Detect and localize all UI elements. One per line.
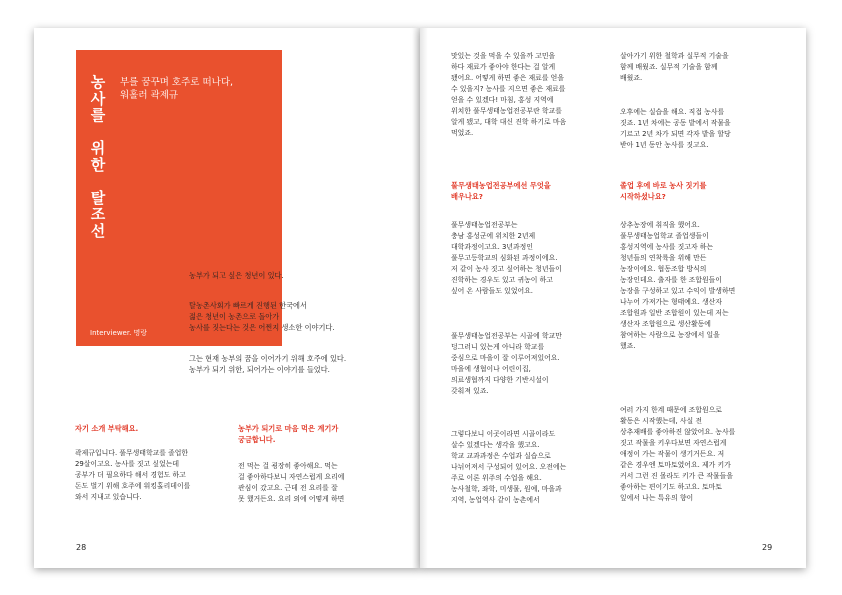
body-line: 좋아하는 편이기도 하고요. 토마토 <box>620 483 722 491</box>
body-line: 그렇다보니 이곳이라면 시골이라도 <box>451 430 556 438</box>
title-char <box>88 124 108 141</box>
body-line: 대학과정이고요. 3년과정인 <box>451 243 533 251</box>
body-line: 마을에 생협이나 어린이집, <box>451 365 531 373</box>
body-line: 청년들의 연착륙을 위해 만든 <box>620 254 707 262</box>
question-heading-after-graduation <box>620 180 706 202</box>
lead-paragraph-1 <box>189 300 335 333</box>
heading-line: 졸업 후에 바로 농사 짓기를 <box>620 181 707 190</box>
body-line: 공부가 더 필요하다 해서 경험도 하고 <box>75 471 186 479</box>
interviewer-credit: Interviewer. 명랑 <box>90 329 148 337</box>
vertical-title <box>88 74 108 239</box>
page-number-right: 29 <box>762 543 773 552</box>
body-line: 풀무생태농업전공부는 시골에 학교만 <box>451 332 562 340</box>
body-line: 받아 1년 동안 농사를 짓고요. <box>620 141 709 149</box>
title-char <box>88 173 108 190</box>
body-line: 곽제규입니다. 풀무생태학교를 졸업한 <box>75 449 189 457</box>
column-3-paragraph-3 <box>451 331 562 397</box>
column-3-paragraph-2 <box>451 220 562 297</box>
body-line: 알게 됐고, 대학 대신 진학 하기로 마음 <box>451 118 567 126</box>
body-line: 농장인데요. 출자를 한 조합원들이 <box>620 276 722 284</box>
body-line: 돈도 벌기 위해 호주에 워킹홀리데이를 <box>75 482 191 490</box>
body-line: 짓고 작물을 키우다보면 자연스럽게 <box>620 439 727 447</box>
body-line: 농장을 구성하고 있고 수익이 발생하면 <box>620 287 736 295</box>
subtitle-line: 부를 꿈꾸며 호주로 떠나다, <box>120 77 234 88</box>
body-line: 덩그러니 있는게 아니라 학교를 <box>451 343 545 351</box>
body-line: 수 있을지? 농사를 지으면 좋은 재료를 <box>451 85 566 93</box>
title-char: 조 <box>90 205 106 223</box>
subtitle-line: 워홀러 곽제규 <box>120 90 179 101</box>
column-4-paragraph-1 <box>620 51 729 84</box>
body-line: 살수 있겠다는 생각을 했고요. <box>451 441 540 449</box>
body-line: 살아가기 위한 철학과 실무적 기술을 <box>620 52 729 60</box>
body-line: 짓죠. 1년 차에는 공동 밭에서 작물을 <box>620 119 731 127</box>
lead-line-1 <box>189 270 284 281</box>
body-line: 저 같이 농사 짓고 싶어하는 청년들이 <box>451 265 562 273</box>
body-line: 생산자 조합원으로 생산활동에 <box>620 320 711 328</box>
body-line: 커서 그런 진 몰라도 키가 큰 작물들을 <box>620 472 733 480</box>
body-line: 애정이 가는 작물이 생기거든요. 저 <box>620 450 725 458</box>
lead-paragraph-2 <box>189 353 346 375</box>
body-line: 했죠. <box>620 342 636 350</box>
lead-text: 농부가 되기 위한, 되어가는 이야기를 들었다. <box>189 365 330 374</box>
body-line: 갖춰져 있죠. <box>451 387 489 395</box>
body-line: 관심이 갔고요. 근데 전 요리를 잘 <box>238 484 338 492</box>
body-line: 함께 배웠죠. 실무적 기술을 함께 <box>620 63 718 71</box>
body-line: 하다 재료가 좋아야 한다는 걸 알게 <box>451 63 556 71</box>
column-3-paragraph-1 <box>451 51 566 139</box>
body-line: 나누어 가져가는 형태예요. 생산자 <box>620 298 722 306</box>
body-line: 배웠죠. <box>620 74 643 82</box>
heading-line: 배우나요? <box>451 192 483 201</box>
lead-text: 탈농촌사회가 빠르게 진행된 한국에서 <box>189 301 307 310</box>
heading-line: 농부가 되기로 마음 먹은 계기가 <box>238 424 339 433</box>
question-heading-intro: 자기 소개 부탁해요. <box>75 424 139 433</box>
body-line: 풀무생태농업전공부는 <box>451 221 518 229</box>
lead-text: 농부가 되고 싶은 청년이 있다. <box>189 271 284 280</box>
body-line: 학교 교과과정은 수업과 실습으로 <box>451 452 551 460</box>
body-line: 주로 이론 위주의 수업을 해요. <box>451 474 542 482</box>
body-line: 걸 좋아하다보니 자연스럽게 요리에 <box>238 473 345 481</box>
body-line: 잎에서 나는 특유의 향이 <box>620 494 694 502</box>
title-char: 를 <box>90 106 106 124</box>
body-line: 조합원과 일반 조합원이 있는데 저는 <box>620 309 729 317</box>
question-heading-motivation <box>238 423 338 445</box>
body-line: 충남 홍성군에 위치한 2년제 <box>451 232 536 240</box>
column-4-paragraph-2 <box>620 107 731 151</box>
answer-intro <box>75 448 190 503</box>
column-3-paragraph-4 <box>451 429 566 506</box>
lead-text: 젊은 청년이 농촌으로 돌아가 <box>189 312 280 321</box>
title-char: 사 <box>90 89 106 108</box>
subtitle <box>120 76 233 102</box>
body-line: 풀무생태농업학교 졸업생들이 <box>620 232 709 240</box>
body-line: 됐어요. 어떻게 하면 좋은 재료를 얻을 <box>451 74 564 82</box>
body-line: 중심으로 마을이 잘 이루어져있어요. <box>451 354 560 362</box>
body-line: 싶어 온 사람들도 있었어요. <box>451 287 533 295</box>
body-line: 활동은 시작했는데, 사실 전 <box>620 417 702 425</box>
column-4-paragraph-4 <box>620 405 735 504</box>
body-line: 홍성지역에 농사를 짓고자 하는 <box>620 243 714 251</box>
title-char: 선 <box>90 221 106 240</box>
body-line: 먹었죠. <box>451 129 474 137</box>
body-line: 나뉘어져서 구성되어 있어요. 오전에는 <box>451 463 567 471</box>
answer-motivation <box>238 461 344 505</box>
body-line: 풀무고등학교의 심화된 과정이에요. <box>451 254 558 262</box>
body-line: 얻을 수 있겠다! 마침, 홍성 지역에 <box>451 96 554 104</box>
question-heading-school <box>451 180 551 202</box>
body-line: 위치한 풀무생태농업전공부란 학교를 <box>451 107 562 115</box>
body-line: 진학하는 경우도 있고 귀농이 하고 <box>451 276 553 284</box>
lead-text: 그는 현재 농부의 꿈을 이어가기 위해 호주에 있다. <box>189 354 347 363</box>
body-line: 기르고 2년 차가 되면 각자 밭을 할당 <box>620 130 731 138</box>
body-line: 못 했거든요. 요리 외에 어떻게 하면 <box>238 495 345 503</box>
body-line: 전 먹는 걸 굉장히 좋아해요. 먹는 <box>238 462 338 470</box>
body-line: 같은 경우엔 토마토였어요. 제가 키가 <box>620 461 731 469</box>
body-line: 농사철학, 좌학, 미생물, 원예, 마을과 <box>451 485 562 493</box>
body-line: 상추농장에 취직을 했어요. <box>620 221 700 229</box>
body-line: 오후에는 실습을 해요. 직접 농사를 <box>620 108 725 116</box>
title-char: 한 <box>90 155 106 174</box>
column-4-paragraph-3 <box>620 220 735 352</box>
page-number-left: 28 <box>76 543 87 552</box>
lead-text: 농사를 짓는다는 것은 어쩐지 생소한 이야기다. <box>189 323 335 332</box>
body-line: 의료생협까지 다양한 기반시설이 <box>451 376 549 384</box>
heading-line: 시작하셨나요? <box>620 192 666 201</box>
body-line: 상추재배를 좋아하진 않았어요. 농사를 <box>620 428 736 436</box>
body-line: 29살이고요. 농사를 짓고 싶었는데 <box>75 460 180 468</box>
title-char: 농 <box>90 73 106 91</box>
heading-line: 풀무생태농업전공부에선 무엇을 <box>451 181 551 190</box>
title-char: 탈 <box>90 188 106 207</box>
body-line: 와서 지내고 있습니다. <box>75 493 142 501</box>
body-line: 지역, 농업역사 같이 농촌에서 <box>451 496 540 504</box>
body-line: 맛있는 것을 먹을 수 있을까 고민을 <box>451 52 556 60</box>
body-line: 농장이에요. 협동조합 방식의 <box>620 265 707 273</box>
body-line: 여러 가지 한계 때문에 조합원으로 <box>620 406 722 414</box>
heading-line: 궁금합니다. <box>238 435 276 444</box>
title-char: 위 <box>90 139 106 157</box>
body-line: 참여하는 사람으로 농장에서 일을 <box>620 331 720 339</box>
